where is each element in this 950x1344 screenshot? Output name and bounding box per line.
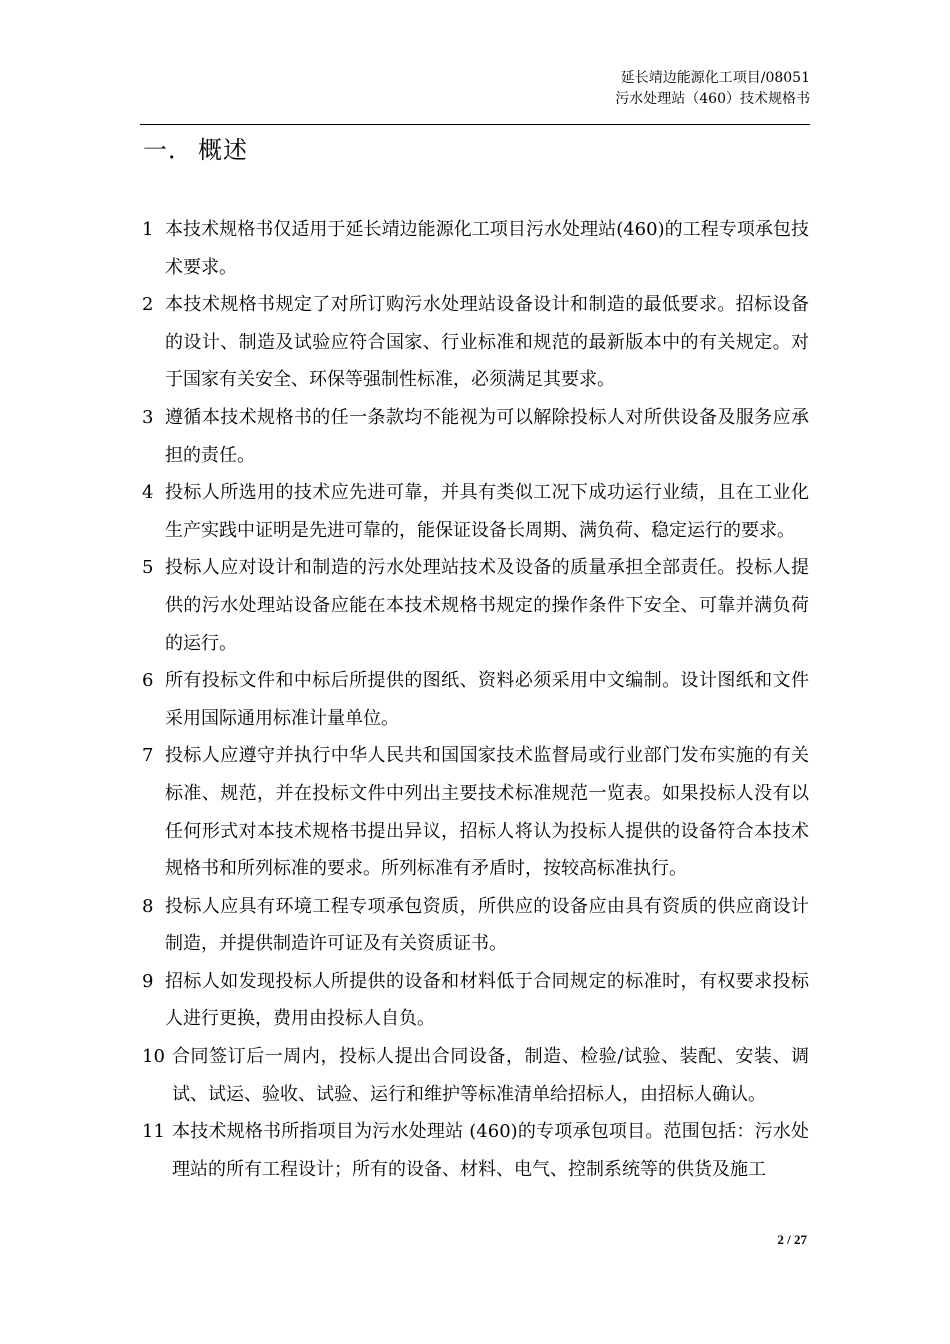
- section-title: 概述: [198, 136, 248, 164]
- header-project-line: 延长靖边能源化工项目/08051: [620, 70, 810, 86]
- list-item: [142, 888, 809, 963]
- item-text: 投标人所选用的技术应先进可靠，并具有类似工况下成功运行业绩，且在工业化生产实践中证明是先进可靠的，能保证设备长周期、满负荷、稳定运行的要求。: [165, 482, 809, 541]
- item-number: 8: [142, 895, 154, 917]
- item-number: 4: [142, 482, 154, 504]
- list-item: [142, 399, 809, 474]
- item-text: 投标人应遵守并执行中华人民共和国国家技术监督局或行业部门发布实施的有关标准、规范，并在投标文件中列出主要技术标准规范一览表。如果投标人没有以任何形式对本技术规格书提出异议，招标人将认为投标人提供的设备符合本技术规格书和所列标准的要求。所列标准有矛盾时，按较高标准执行。: [165, 745, 809, 880]
- header-divider: [140, 124, 810, 125]
- item-number: 6: [142, 670, 154, 692]
- list-item: [142, 1038, 809, 1113]
- item-number: 2: [142, 294, 154, 316]
- section-heading: [143, 133, 248, 167]
- list-item: [142, 737, 809, 887]
- item-number: 10: [142, 1046, 165, 1068]
- list-item: [142, 1113, 809, 1188]
- item-text: 招标人如发现投标人所提供的设备和材料低于合同规定的标准时，有权要求投标人进行更换，费用由投标人自负。: [165, 970, 809, 1030]
- list-item: [142, 963, 809, 1038]
- list-item: [142, 549, 809, 662]
- section-number: 一．: [143, 136, 193, 164]
- list-item: [142, 474, 809, 549]
- item-text: 遵循本技术规格书的任一条款均不能视为可以解除投标人对所供设备及服务应承担的责任。: [165, 406, 809, 466]
- item-text: 合同签订后一周内，投标人提出合同设备，制造、检验/试验、装配、安装、调试、试运、验收、试验、运行和维护等标准清单给招标人，由招标人确认。: [172, 1046, 809, 1105]
- item-number: 1: [142, 219, 154, 240]
- item-number: 5: [142, 557, 154, 579]
- item-text: 投标人应对设计和制造的污水处理站技术及设备的质量承担全部责任。投标人提供的污水处理站设备应能在本技术规格书规定的操作条件下安全、可靠并满负荷的运行。: [165, 557, 809, 654]
- item-number: 7: [142, 745, 154, 767]
- item-text: 本技术规格书所指项目为污水处理站 (460)的专项承包项目。范围包括：污水处理站的所有工程设计；所有的设备、材料、电气、控制系统等的供货及施工: [172, 1121, 809, 1180]
- list-item: [142, 211, 809, 286]
- item-number: 3: [142, 406, 154, 428]
- header-document-line: 污水处理站（460）技术规格书: [615, 91, 810, 107]
- document-header: [615, 68, 810, 110]
- list-item: [142, 286, 809, 399]
- item-text: 本技术规格书规定了对所订购污水处理站设备设计和制造的最低要求。招标设备的设计、制造及试验应符合国家、行业标准和规范的最新版本中的有关规定。对于国家有关安全、环保等强制性标准，必须满足其要求。: [165, 294, 809, 391]
- item-number: 9: [142, 970, 154, 992]
- list-item: [142, 662, 809, 737]
- requirements-list: [142, 211, 809, 1188]
- item-number: 11: [142, 1121, 165, 1143]
- item-text: 所有投标文件和中标后所提供的图纸、资料必须采用中文编制。设计图纸和文件采用国际通用标准计量单位。: [165, 670, 809, 729]
- page-number: 2 / 27: [777, 1232, 807, 1247]
- item-text: 投标人应具有环境工程专项承包资质，所供应的设备应由具有资质的供应商设计制造，并提供制造许可证及有关资质证书。: [165, 895, 809, 955]
- item-text: 本技术规格书仅适用于延长靖边能源化工项目污水处理站(460)的工程专项承包技术要求。: [165, 219, 809, 278]
